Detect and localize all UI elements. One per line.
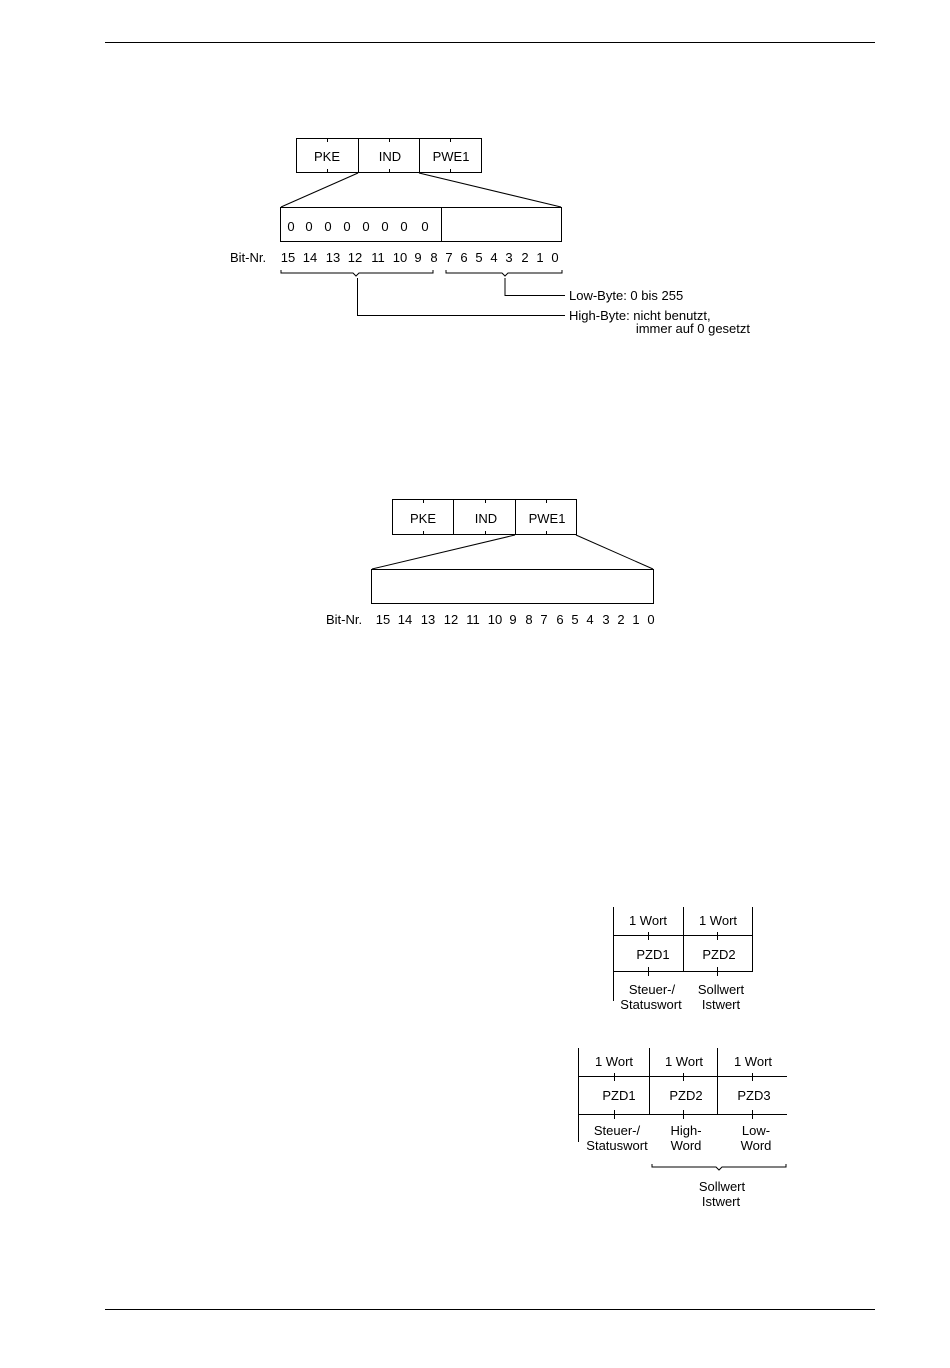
diagram-pzd-two-words bbox=[613, 907, 753, 1012]
bit-value: 0 bbox=[324, 219, 332, 234]
bit-value: 0 bbox=[343, 219, 351, 234]
pzd-description: Word bbox=[740, 1138, 772, 1153]
bit-number: 6 bbox=[460, 250, 468, 265]
word-size-label: 1 Wort bbox=[628, 913, 668, 928]
bit-number: 11 bbox=[371, 250, 385, 265]
bit-number: 4 bbox=[490, 250, 498, 265]
bit-number: 13 bbox=[420, 612, 436, 627]
setpoint-label-line1: Sollwert bbox=[698, 1179, 746, 1194]
bit-value: 0 bbox=[362, 219, 370, 234]
field-label-ind: IND bbox=[474, 511, 498, 526]
bit-number: 0 bbox=[551, 250, 559, 265]
high-byte-annotation-line1: High-Byte: nicht benutzt, bbox=[569, 308, 711, 323]
bit-value: 0 bbox=[305, 219, 313, 234]
bit-number: 6 bbox=[556, 612, 564, 627]
pzd-description: High- bbox=[670, 1123, 702, 1138]
bit-number: 2 bbox=[521, 250, 529, 265]
high-byte-leader bbox=[358, 278, 566, 316]
pzd-description: Steuer-/ bbox=[628, 982, 676, 997]
bit-number: 1 bbox=[536, 250, 544, 265]
field-label-pwe1: PWE1 bbox=[528, 511, 566, 526]
pzd-label: PZD3 bbox=[737, 1088, 771, 1103]
bit-number: 10 bbox=[487, 612, 503, 627]
field-label-pke: PKE bbox=[409, 511, 437, 526]
field-label-pke: PKE bbox=[313, 149, 341, 164]
setpoint-label-line2: Istwert bbox=[701, 1194, 741, 1209]
diagram-pwe1-value bbox=[326, 499, 655, 627]
pwe1-word-box bbox=[372, 570, 654, 604]
high-byte-annotation-line2: immer auf 0 gesetzt bbox=[635, 321, 750, 336]
pzd-description: Istwert bbox=[701, 997, 741, 1012]
bit-number: 14 bbox=[397, 612, 413, 627]
bit-number: 10 bbox=[392, 250, 408, 265]
field-label-pwe1: PWE1 bbox=[432, 149, 470, 164]
bit-number: 11 bbox=[466, 612, 480, 627]
bit-number: 2 bbox=[617, 612, 625, 627]
pzd-description: Word bbox=[670, 1138, 702, 1153]
bit-value: 0 bbox=[381, 219, 389, 234]
pzd-description: Statuswort bbox=[620, 997, 682, 1012]
pzd-description: Low- bbox=[741, 1123, 771, 1138]
pzd-description: Sollwert bbox=[697, 982, 745, 997]
field-label-ind: IND bbox=[378, 149, 402, 164]
diagram-ind-index bbox=[230, 138, 750, 336]
bit-number: 9 bbox=[414, 250, 422, 265]
bit-number: 1 bbox=[632, 612, 640, 627]
bit-number: 15 bbox=[375, 612, 391, 627]
bit-nr-label: Bit-Nr. bbox=[326, 612, 363, 627]
bit-number: 14 bbox=[302, 250, 318, 265]
bit-number-row bbox=[376, 612, 655, 627]
pzd-description: Steuer-/ bbox=[593, 1123, 641, 1138]
bit-value: 0 bbox=[287, 219, 295, 234]
bit-number: 12 bbox=[443, 612, 459, 627]
expand-line-left bbox=[372, 535, 515, 569]
expand-line-right bbox=[576, 535, 653, 569]
bit-number: 0 bbox=[647, 612, 655, 627]
bit-nr-label: Bit-Nr. bbox=[230, 250, 267, 265]
diagram-pzd-three-words bbox=[578, 1048, 787, 1209]
word-size-label: 1 Wort bbox=[733, 1054, 773, 1069]
bit-number: 3 bbox=[602, 612, 610, 627]
low-byte-brace bbox=[446, 270, 562, 276]
bit-number: 8 bbox=[430, 250, 438, 265]
pzd-label: PZD2 bbox=[702, 947, 736, 962]
word-size-label: 1 Wort bbox=[698, 913, 738, 928]
bit-number: 12 bbox=[347, 250, 363, 265]
expand-line-left bbox=[281, 173, 358, 207]
low-byte-leader bbox=[505, 278, 565, 296]
bit-number: 4 bbox=[586, 612, 594, 627]
high-byte-brace bbox=[281, 270, 433, 276]
bit-number: 3 bbox=[505, 250, 513, 265]
low-byte-annotation: Low-Byte: 0 bis 255 bbox=[569, 288, 684, 303]
bit-number: 7 bbox=[445, 250, 453, 265]
bit-value: 0 bbox=[421, 219, 429, 234]
bit-value: 0 bbox=[400, 219, 408, 234]
pzd-description: Statuswort bbox=[586, 1138, 648, 1153]
bit-number: 15 bbox=[280, 250, 296, 265]
word-size-label: 1 Wort bbox=[664, 1054, 704, 1069]
pzd-label: PZD2 bbox=[669, 1088, 703, 1103]
pzd-label: PZD1 bbox=[636, 947, 670, 962]
pzd-label: PZD1 bbox=[602, 1088, 636, 1103]
word-size-label: 1 Wort bbox=[594, 1054, 634, 1069]
setpoint-brace bbox=[652, 1164, 786, 1170]
parameter-fields bbox=[297, 138, 482, 173]
bit-number-row bbox=[281, 250, 559, 265]
expand-line-right bbox=[419, 173, 561, 207]
bit-number: 8 bbox=[525, 612, 533, 627]
bit-number: 5 bbox=[571, 612, 579, 627]
bit-number: 9 bbox=[509, 612, 517, 627]
bit-number: 5 bbox=[475, 250, 483, 265]
bit-number: 13 bbox=[325, 250, 341, 265]
bit-number: 7 bbox=[540, 612, 548, 627]
